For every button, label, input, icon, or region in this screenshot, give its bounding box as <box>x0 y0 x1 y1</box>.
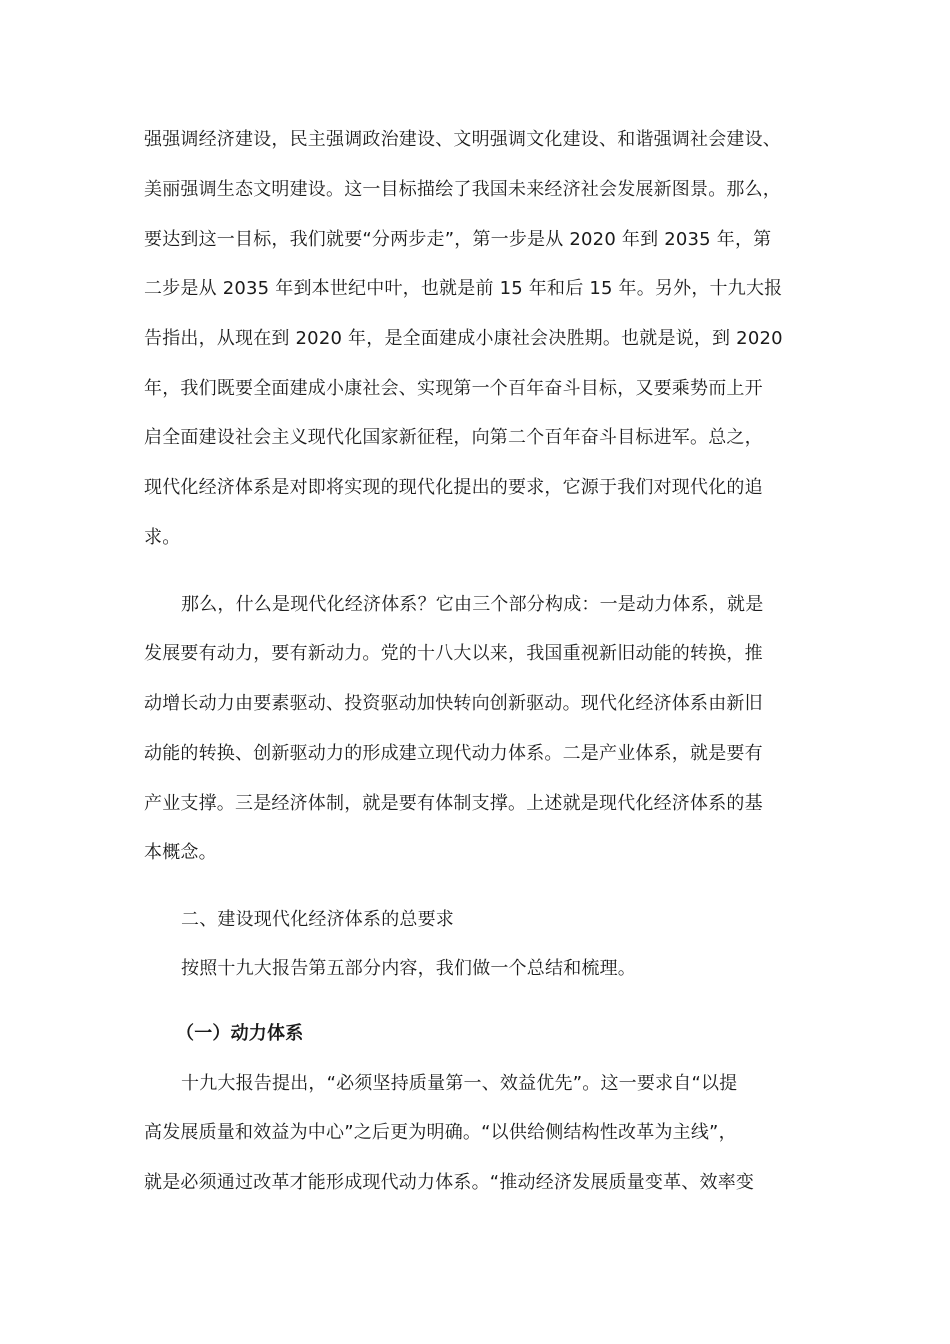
paragraph-line: 按照十九大报告第五部分内容，我们做一个总结和梳理。 <box>181 958 636 979</box>
paragraph-line: 产业支撑。三是经济体制，就是要有体制支撑。上述就是现代化经济体系的基 <box>144 793 763 814</box>
paragraph-line: 美丽强调生态文明建设。这一目标描绘了我国未来经济社会发展新图景。那么， <box>144 179 781 200</box>
paragraph-line: 二步是从 2035 年到本世纪中叶，也就是前 15 年和后 15 年。另外，十九大报 <box>144 278 783 299</box>
paragraph-line: 动能的转换、创新驱动力的形成建立现代动力体系。二是产业体系，就是要有 <box>144 743 763 764</box>
paragraph-line: 告指出，从现在到 2020 年，是全面建成小康社会决胜期。也就是说，到 2020 <box>144 328 783 349</box>
paragraph-line: 就是必须通过改革才能形成现代动力体系。“推动经济发展质量变革、效率变 <box>144 1172 755 1193</box>
paragraph-line: 现代化经济体系是对即将实现的现代化提出的要求，它源于我们对现代化的追 <box>144 477 763 498</box>
paragraph-line: 十九大报告提出，“必须坚持质量第一、效益优先”。这一要求自“以提 <box>181 1073 738 1094</box>
subsection-heading: （一）动力体系 <box>176 1023 304 1044</box>
paragraph-line: 要达到这一目标，我们就要“分两步走”，第一步是从 2020 年到 2035 年，第 <box>144 229 772 250</box>
paragraph-line: 本概念。 <box>144 842 217 863</box>
paragraph-line: 发展要有动力，要有新动力。党的十八大以来，我国重视新旧动能的转换，推 <box>144 643 763 664</box>
paragraph-line: 求。 <box>144 527 181 548</box>
paragraph-line: 强强调经济建设，民主强调政治建设、文明强调文化建设、和谐强调社会建设、 <box>144 129 781 150</box>
paragraph-line: 年，我们既要全面建成小康社会、实现第一个百年奋斗目标，又要乘势而上开 <box>144 378 763 399</box>
paragraph-line: 高发展质量和效益为中心”之后更为明确。“以供给侧结构性改革为主线”， <box>144 1122 737 1143</box>
paragraph-line: 那么，什么是现代化经济体系？它由三个部分构成：一是动力体系，就是 <box>181 594 764 615</box>
paragraph-line: 启全面建设社会主义现代化国家新征程，向第二个百年奋斗目标进军。总之， <box>144 427 763 448</box>
paragraph-line: 动增长动力由要素驱动、投资驱动加快转向创新驱动。现代化经济体系由新旧 <box>144 693 763 714</box>
section-heading: 二、建设现代化经济体系的总要求 <box>181 909 454 930</box>
